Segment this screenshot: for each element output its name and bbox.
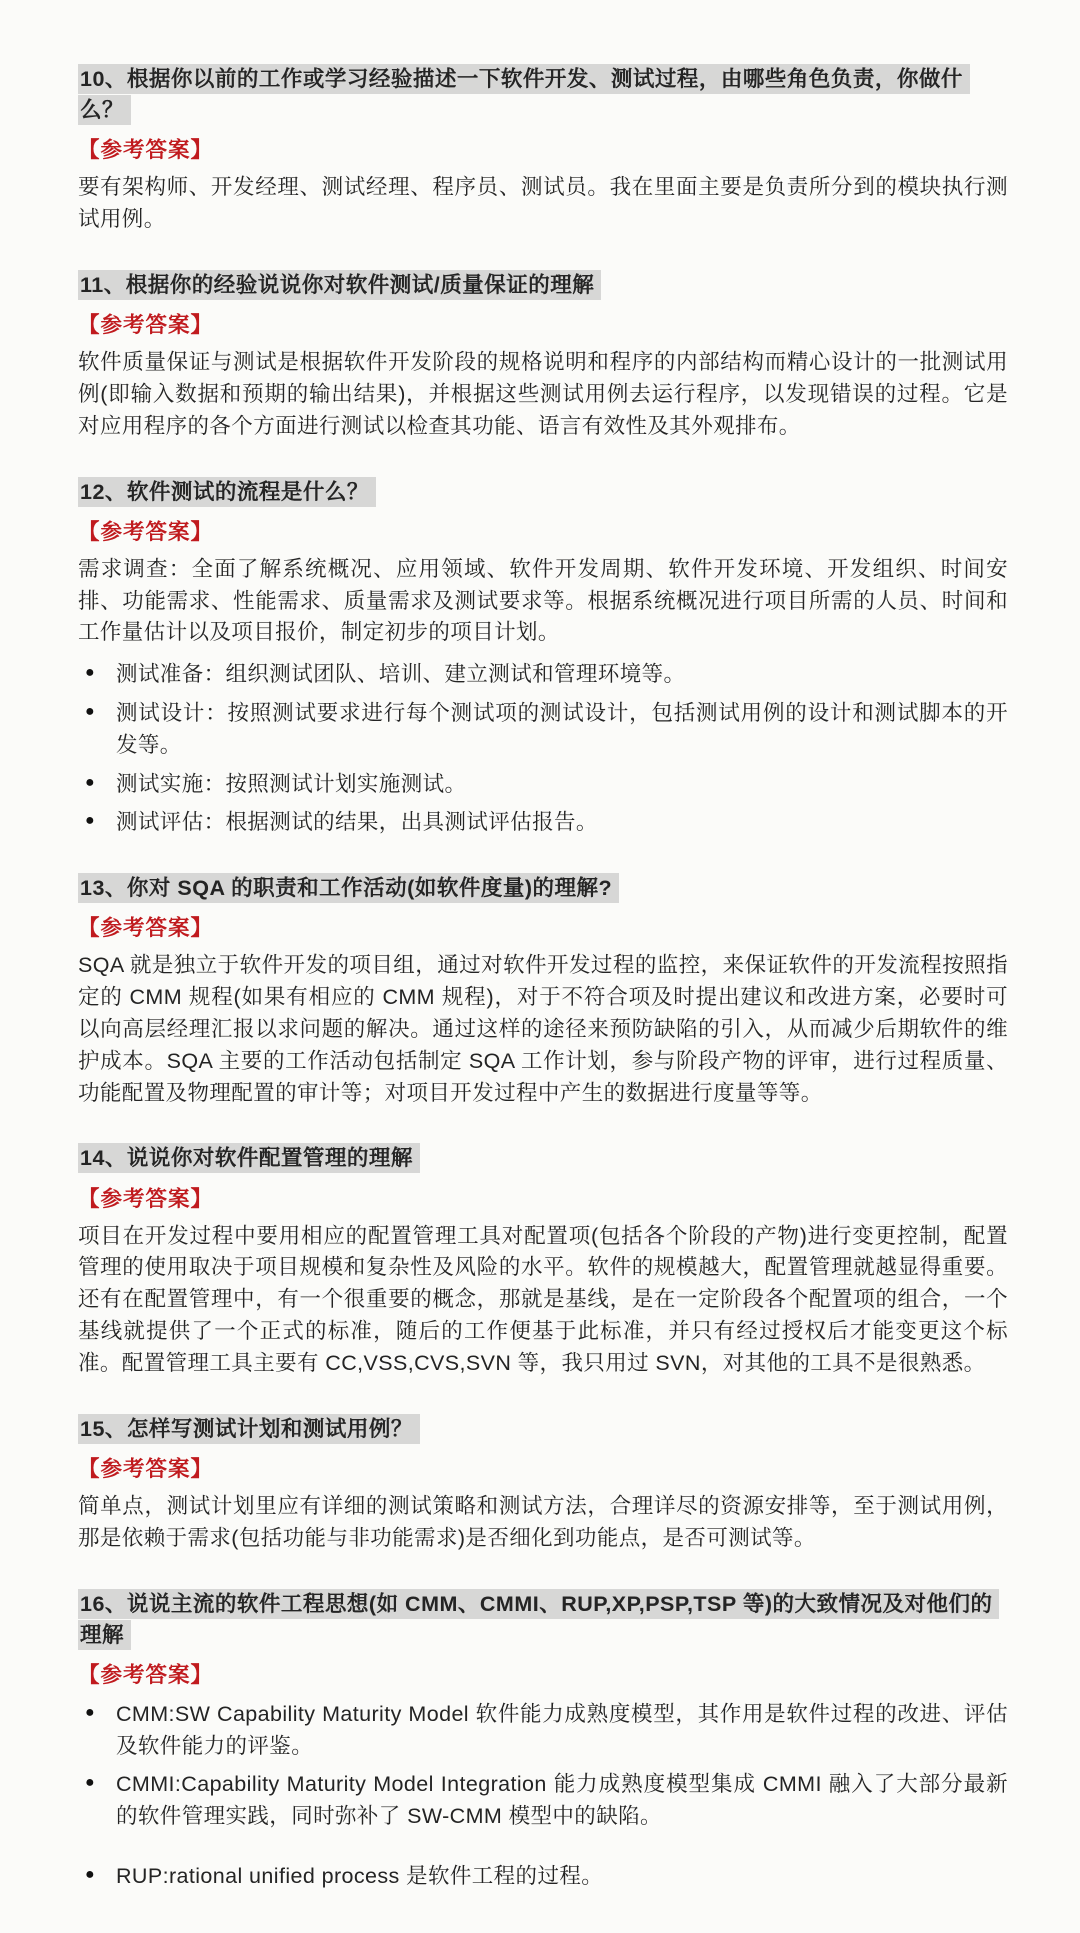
answer-label: 【参考答案】 [78, 1186, 214, 1211]
list-item-text: 测试准备：组织测试团队、培训、建立测试和管理环境等。 [116, 662, 686, 687]
question-heading [78, 873, 1008, 904]
answer-label: 【参考答案】 [78, 1662, 214, 1687]
answer-text: 项目在开发过程中要用相应的配置管理工具对配置项(包括各个阶段的产物)进行变更控制，配置管理的使用取决于项目规模和复杂性及风险的水平。软件的规模越大，配置管理就越显得重要。还有在配置管理中，有一个很重要的概念，那就是基线，是在一定阶段各个配置项的组合，一个基线就提供了一个正式的标准，随后的工作便基于此标准，并只有经过授权后才能变更这个标准。配置管理工具主要有 CC,VSS,CVS,SVN 等，我只用过 SVN，对其他的工具不是很熟悉。 [78, 1223, 1008, 1375]
list-item-text: 测试实施：按照测试计划实施测试。 [116, 771, 467, 796]
question-section-10 [78, 64, 1008, 236]
answer-text: 软件质量保证与测试是根据软件开发阶段的规格说明和程序的内部结构而精心设计的一批测试用例(即输入数据和预期的输出结果)，并根据这些测试用例去运行程序，以发现错误的过程。它是对应用程序的各个方面进行测试以检查其功能、语言有效性及其外观排布。 [78, 350, 1008, 438]
answer-text: 简单点，测试计划里应有详细的测试策略和测试方法，合理详尽的资源安排等，至于测试用例，那是依赖于需求(包括功能与非功能需求)是否细化到功能点，是否可测试等。 [78, 1493, 1008, 1550]
bullet-icon: ● [85, 1774, 96, 1792]
question-heading-text: 15、怎样写测试计划和测试用例？ [78, 1414, 420, 1444]
list-item [78, 698, 1008, 762]
question-heading [78, 64, 1008, 126]
question-heading-text: 16、说说主流的软件工程思想(如 CMM、CMMI、RUP,XP,PSP,TSP 等)的大致情况及对他们的理解 [78, 1589, 999, 1650]
question-heading [78, 1143, 1008, 1174]
list-item [78, 807, 1008, 839]
list-item [78, 1861, 1008, 1893]
answer-text: 要有架构师、开发经理、测试经理、程序员、测试员。我在里面主要是负责所分到的模块执行测试用例。 [78, 175, 1008, 232]
answer-label: 【参考答案】 [78, 138, 214, 163]
list-item-text: CMMI:Capability Maturity Model Integration 能力成熟度模型集成 CMMI 融入了大部分最新的软件管理实践，同时弥补了 SW-CMM 模型中的缺陷。 [116, 1772, 1008, 1829]
bullet-icon: ● [85, 1703, 96, 1721]
list-item [78, 1769, 1008, 1833]
question-heading-text: 12、软件测试的流程是什么？ [78, 477, 376, 507]
list-item-text: CMM:SW Capability Maturity Model 软件能力成熟度模型，其作用是软件过程的改进、评估及软件能力的评鉴。 [116, 1701, 1008, 1758]
question-section-14 [78, 1143, 1008, 1379]
list-item [78, 659, 1008, 691]
bullet-icon: ● [85, 812, 96, 830]
question-section-16 [78, 1589, 1008, 1893]
bullet-icon: ● [85, 1866, 96, 1884]
answer-label: 【参考答案】 [78, 519, 214, 544]
question-heading [78, 477, 1008, 508]
bullet-icon: ● [85, 703, 96, 720]
list-item [78, 769, 1008, 801]
bullet-icon: ● [85, 773, 96, 791]
answer-label: 【参考答案】 [78, 916, 214, 941]
question-heading-text: 13、你对 SQA 的职责和工作活动(如软件度量)的理解? [78, 873, 619, 903]
list-item [78, 1699, 1008, 1763]
question-section-13 [78, 873, 1008, 1109]
question-section-11 [78, 270, 1008, 443]
list-item-text: 测试设计：按照测试要求进行每个测试项的测试设计，包括测试用例的设计和测试脚本的开发等。 [116, 701, 1008, 757]
bullet-icon: ● [85, 664, 96, 682]
answer-text: 需求调查：全面了解系统概况、应用领域、软件开发周期、软件开发环境、开发组织、时间安排、功能需求、性能需求、质量需求及测试要求等。根据系统概况进行项目所需的人员、时间和工作量估计以及项目报价，制定初步的项目计划。 [78, 556, 1008, 645]
list-item-text: RUP:rational unified process 是软件工程的过程。 [116, 1864, 604, 1889]
question-section-12 [78, 477, 1008, 840]
question-heading-text: 11、根据你的经验说说你对软件测试/质量保证的理解 [78, 270, 601, 300]
question-heading-text: 14、说说你对软件配置管理的理解 [78, 1143, 420, 1173]
answer-bullet-list [78, 659, 1008, 839]
question-heading [78, 1414, 1008, 1445]
list-item-text: 测试评估：根据测试的结果，出具测试评估报告。 [116, 810, 598, 835]
answer-label: 【参考答案】 [78, 1456, 214, 1481]
answer-bullet-list [78, 1699, 1008, 1893]
answer-text: SQA 就是独立于软件开发的项目组，通过对软件开发过程的监控，来保证软件的开发流程按照指定的 CMM 规程(如果有相应的 CMM 规程)，对于不符合项及时提出建议和改进方案，必要时可以向高层经理汇报以求问题的解决。通过这样的途径来预防缺陷的引入，从而减少后期软件的维护成本。SQA 主要的工作活动包括制定 SQA 工作计划，参与阶段产物的评审，进行过程质量、功能配置及物理配置的审计等；对项目开发过程中产生的数据进行度量等等。 [78, 953, 1008, 1105]
question-heading [78, 1589, 1008, 1651]
question-section-15 [78, 1414, 1008, 1555]
question-heading [78, 270, 1008, 301]
question-heading-text: 10、根据你以前的工作或学习经验描述一下软件开发、测试过程，由哪些角色负责，你做什么？ [78, 64, 970, 125]
answer-label: 【参考答案】 [78, 313, 214, 338]
